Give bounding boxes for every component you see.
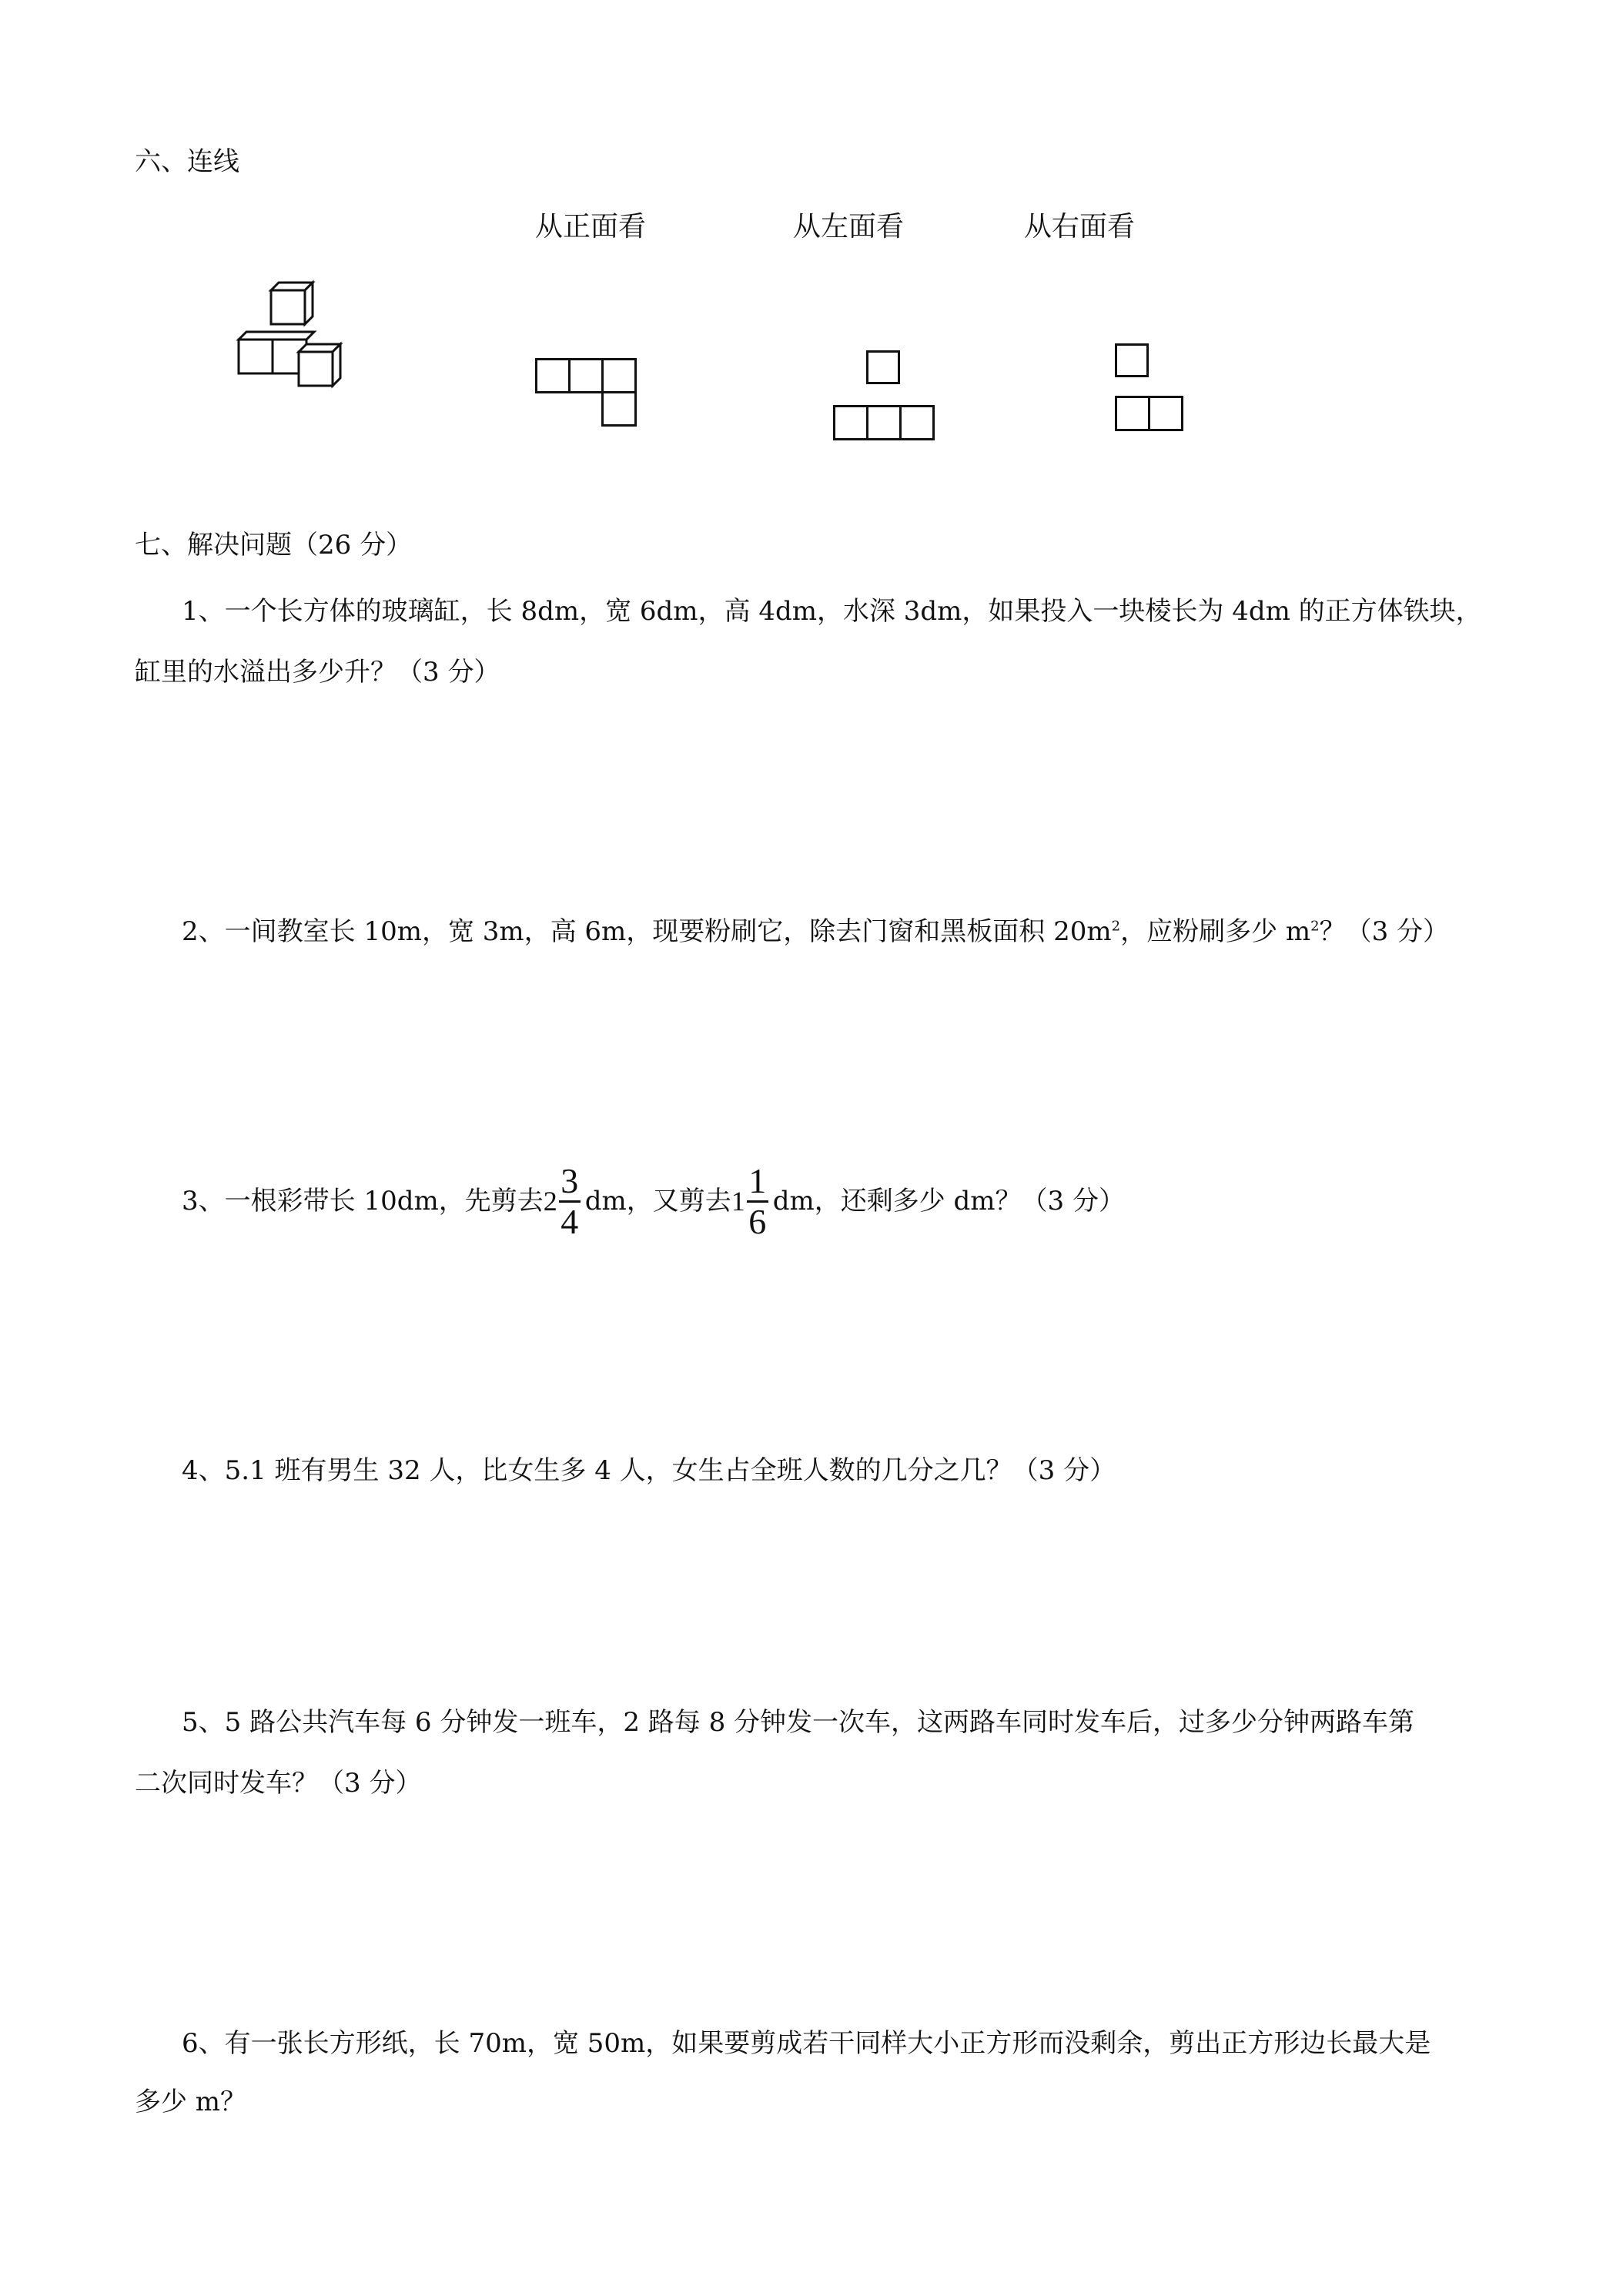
question-3 bbox=[182, 1159, 1125, 1243]
left-view-square bbox=[866, 350, 900, 384]
front-view-square bbox=[601, 358, 637, 393]
question-2 bbox=[182, 916, 1449, 947]
front-view-square bbox=[568, 358, 604, 393]
mixed-number-whole: 2 bbox=[543, 1186, 557, 1217]
fraction bbox=[559, 1162, 581, 1241]
view-label-left: 从左面看 bbox=[793, 211, 905, 243]
right-view-square bbox=[1115, 343, 1149, 377]
view-label-right: 从右面看 bbox=[1024, 211, 1136, 243]
fraction bbox=[747, 1162, 768, 1241]
fraction-denominator: 4 bbox=[561, 1201, 579, 1241]
question-5-line-2: 二次同时发车？（3 分） bbox=[135, 1768, 422, 1799]
cube-solid-figure bbox=[231, 273, 354, 389]
question-2-text-c: ？（3 分） bbox=[1319, 916, 1450, 947]
right-view-square bbox=[1148, 396, 1183, 431]
question-5-line-1: 5、5 路公共汽车每 6 分钟发一班车，2 路每 8 分钟发一次车，这两路车同时发车后，过多少分钟两路车第 bbox=[182, 1707, 1415, 1738]
question-1-line-2: 缸里的水溢出多少升？（3 分） bbox=[135, 657, 500, 688]
front-view-square bbox=[535, 358, 571, 393]
fraction-numerator: 1 bbox=[748, 1160, 767, 1200]
question-6-line-1: 6、有一张长方形纸，长 70m，宽 50m，如果要剪成若干同样大小正方形而没剩余，剪出正方形边长最大是 bbox=[182, 2028, 1431, 2059]
fraction-numerator: 3 bbox=[561, 1160, 579, 1200]
fraction-denominator: 6 bbox=[748, 1201, 767, 1241]
left-view-square bbox=[899, 405, 935, 440]
question-1-line-1: 1、一个长方体的玻璃缸，长 8dm，宽 6dm，高 4dm，水深 3dm，如果投入一块棱长为 4dm 的正方体铁块， bbox=[182, 596, 1482, 627]
view-label-front: 从正面看 bbox=[535, 211, 647, 243]
section-7-heading: 七、解决问题（26 分） bbox=[135, 530, 413, 561]
section-6-heading: 六、连线 bbox=[135, 146, 239, 177]
question-2-text-b: ，应粉刷多少 m bbox=[1120, 916, 1311, 947]
question-2-text-a: 2、一间教室长 10m，宽 3m，高 6m，现要粉刷它，除去门窗和黑板面积 20m bbox=[182, 916, 1112, 947]
question-6-line-2: 多少 m？ bbox=[135, 2087, 247, 2117]
left-view-square bbox=[833, 405, 868, 440]
mixed-number-whole: 1 bbox=[731, 1186, 745, 1217]
question-4: 4、5.1 班有男生 32 人，比女生多 4 人，女生占全班人数的几分之几？（3 分） bbox=[182, 1455, 1116, 1486]
question-3-text-b: dm，又剪去 bbox=[584, 1186, 731, 1217]
question-3-text-a: 3、一根彩带长 10dm，先剪去 bbox=[182, 1186, 544, 1217]
left-view-square bbox=[866, 405, 902, 440]
front-view-square bbox=[601, 391, 637, 427]
superscript-squared: 2 bbox=[1310, 918, 1320, 935]
right-view-square bbox=[1115, 396, 1150, 431]
superscript-squared: 2 bbox=[1111, 918, 1121, 935]
question-3-text-c: dm，还剩多少 dm？（3 分） bbox=[772, 1186, 1125, 1217]
